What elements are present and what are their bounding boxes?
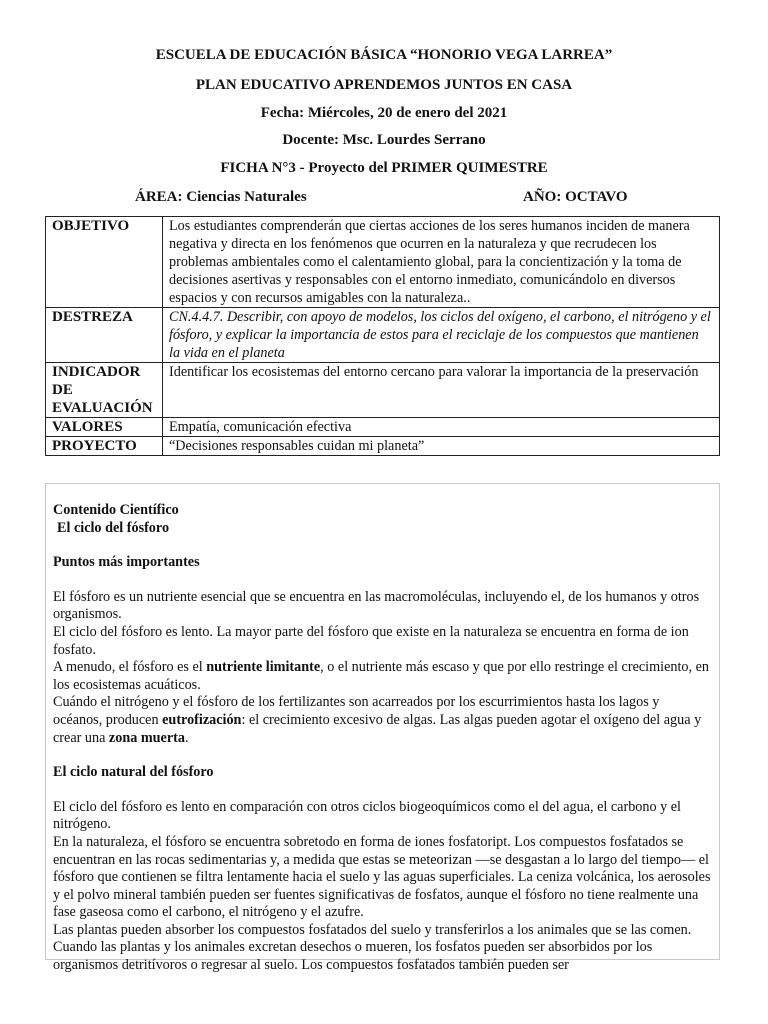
indicador-label-line-1: INDICADOR <box>52 364 141 380</box>
planning-table <box>45 216 720 456</box>
paragraph: El ciclo del fósforo es lento en comparación con otros ciclos biogeoquímicos como el del agua, el carbono y el nitrógeno. <box>53 798 681 833</box>
indicador-label-line-3: EVALUACIÓN <box>52 400 153 416</box>
paragraph: Cuándo el nitrógeno y el fósforo de los fertilizantes son acarreados por los escurrimientos hasta los lagos y océanos, producen eutrofización: el crecimiento excesivo de algas. Las algas pueden agotar el oxígeno del agua y crear una zona muerta. <box>53 694 702 746</box>
school-name: ESCUELA DE EDUCACIÓN BÁSICA “HONORIO VEGA LARREA” <box>155 47 613 63</box>
content-title: Contenido Científico <box>53 502 179 518</box>
paragraph: A menudo, el fósforo es el nutriente limitante, o el nutriente más escaso y que por ello restringe el crecimiento, en los ecosistemas acuáticos. <box>53 659 709 693</box>
paragraph: Las plantas pueden absorber los compuestos fosfatados del suelo y transferirlos a los animales que se las comen. Cuando las plantas y los animales excretan desechos o mueren, los fosfatos pueden ser absorbidos por los organismos detritívoros o regresar al suelo. Los compuestos fosfatados también pueden ser <box>53 921 692 974</box>
destreza-text: CN.4.4.7. Describir, con apoyo de modelos, los ciclos del oxígeno, el carbono, el nitrógeno y el fósforo, y explicar la importancia de estos para el reciclaje de los compuestos que mantienen la vida en el planeta <box>163 308 720 363</box>
table-row-destreza <box>46 308 720 363</box>
plan-title: PLAN EDUCATIVO APRENDEMOS JUNTOS EN CASA <box>195 77 573 93</box>
objetivo-text: Los estudiantes comprenderán que ciertas acciones de los seres humanos inciden de manera negativa y directa en los fenómenos que ocurren en la naturaleza y que recrudecen los problemas ambientales como el calentamiento global, para la concientización y la toma de decisiones asertivas y responsables con el entorno inmediato, comunicándolo en diversos espacios y con recursos amigables con la naturaleza.. <box>163 217 720 308</box>
proyecto-label: PROYECTO <box>46 437 163 456</box>
date-line: Fecha: Miércoles, 20 de enero del 2021 <box>260 105 508 121</box>
indicador-text: Identificar los ecosistemas del entorno cercano para valorar la importancia de la preservación <box>163 363 720 418</box>
content-subtitle: El ciclo del fósforo <box>57 519 170 536</box>
sheet-title: FICHA N°3 - Proyecto del PRIMER QUIMESTRE <box>220 160 548 176</box>
valores-text: Empatía, comunicación efectiva <box>163 418 720 437</box>
table-row-objetivo <box>46 217 720 308</box>
bold-term: eutrofización <box>162 711 242 728</box>
area-label: ÁREA: Ciencias Naturales <box>135 189 307 205</box>
teacher-line: Docente: Msc. Lourdes Serrano <box>282 132 486 148</box>
table-row-indicador <box>46 363 720 418</box>
year-label: AÑO: OCTAVO <box>523 189 628 205</box>
bold-term: nutriente limitante <box>206 659 321 676</box>
destreza-label: DESTREZA <box>46 308 163 363</box>
paragraph: En la naturaleza, el fósforo se encuentra sobretodo en forma de iones fosfatoript. Los compuestos fosfatados se encuentran en las rocas sedimentarias y, a medida que estas se meteorizan —se desgastan a lo largo del tiempo— el fósforo que contienen se filtra lentamente hacia el suelo y las aguas superficiales. La ceniza volcánica, los aerosoles y el polvo mineral también pueden ser fuentes significativas de fosfatos, aunque el fósforo no tiene realmente una fase gaseosa como el carbono, el nitrógeno y el azufre. <box>53 833 711 921</box>
scientific-content-box <box>45 483 720 974</box>
proyecto-text: “Decisiones responsables cuidan mi planeta” <box>163 437 720 456</box>
paragraph: El ciclo del fósforo es lento. La mayor parte del fósforo que existe en la naturaleza se encuentra en forma de ion fosfato. <box>53 623 689 658</box>
section-heading-key-points: Puntos más importantes <box>53 554 200 571</box>
objetivo-label: OBJETIVO <box>46 217 163 308</box>
indicador-label <box>46 363 163 418</box>
indicador-label-line-2: DE <box>52 382 73 398</box>
table-row-proyecto <box>46 437 720 456</box>
paragraph: El fósforo es un nutriente esencial que se encuentra en las macromoléculas, incluyendo el, de los humanos y otros organismos. <box>53 588 700 623</box>
table-row-valores <box>46 418 720 437</box>
valores-label: VALORES <box>46 418 163 437</box>
section-heading-natural-cycle: El ciclo natural del fósforo <box>53 764 214 781</box>
bold-term: zona muerta <box>108 729 185 746</box>
